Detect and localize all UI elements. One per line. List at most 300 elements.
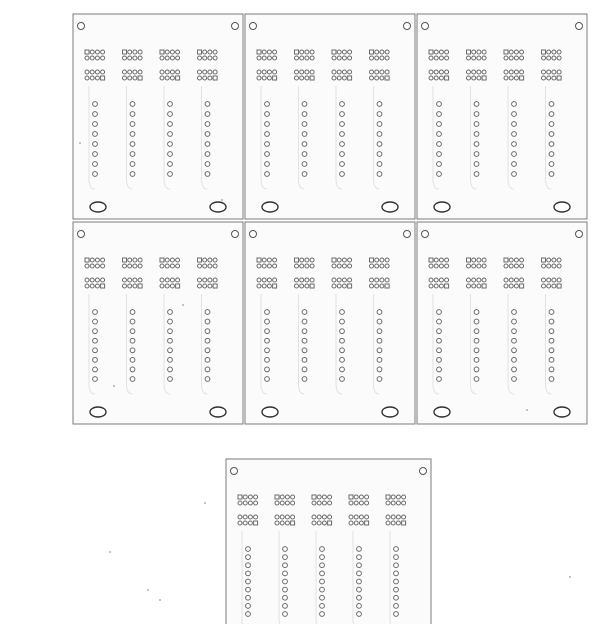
solder-pad bbox=[547, 50, 551, 54]
solder-pad bbox=[477, 56, 481, 60]
through-hole bbox=[265, 172, 270, 177]
solder-pad bbox=[262, 284, 266, 288]
solder-pad bbox=[396, 515, 400, 519]
through-hole bbox=[512, 132, 517, 137]
solder-pad bbox=[380, 56, 384, 60]
solder-pad bbox=[160, 278, 164, 282]
through-hole bbox=[437, 112, 442, 117]
solder-pad bbox=[482, 70, 486, 74]
through-hole bbox=[320, 603, 325, 608]
through-hole bbox=[394, 595, 399, 600]
solder-pad bbox=[552, 56, 556, 60]
square-pad bbox=[213, 284, 217, 288]
solder-pad bbox=[322, 515, 326, 519]
solder-pad bbox=[380, 50, 384, 54]
solder-pad bbox=[348, 50, 352, 54]
through-hole bbox=[265, 152, 270, 157]
solder-pad bbox=[445, 50, 449, 54]
through-hole bbox=[302, 142, 307, 147]
solder-pad bbox=[273, 264, 277, 268]
pcb-panel-4 bbox=[73, 222, 243, 424]
through-hole bbox=[205, 310, 210, 315]
square-pad bbox=[101, 284, 105, 288]
through-hole bbox=[357, 547, 362, 552]
through-hole bbox=[302, 338, 307, 343]
solder-pad bbox=[138, 264, 142, 268]
through-hole bbox=[302, 122, 307, 127]
square-pad bbox=[176, 284, 180, 288]
square-pad bbox=[138, 284, 142, 288]
through-hole bbox=[130, 142, 135, 147]
square-pad bbox=[429, 258, 433, 262]
solder-pad bbox=[467, 70, 471, 74]
solder-pad bbox=[176, 258, 180, 262]
through-hole bbox=[512, 142, 517, 147]
solder-pad bbox=[203, 284, 207, 288]
solder-pad bbox=[509, 264, 513, 268]
through-hole bbox=[130, 367, 135, 372]
solder-pad bbox=[198, 76, 202, 80]
fiducial-mark bbox=[422, 23, 429, 30]
fiducial-mark bbox=[404, 231, 411, 238]
through-hole bbox=[549, 348, 554, 353]
solder-pad bbox=[370, 264, 374, 268]
solder-pad bbox=[257, 264, 261, 268]
solder-pad bbox=[128, 284, 132, 288]
solder-pad bbox=[509, 284, 513, 288]
fiducial-mark bbox=[250, 231, 257, 238]
panel-outline bbox=[73, 14, 243, 219]
solder-pad bbox=[477, 278, 481, 282]
square-pad bbox=[273, 76, 277, 80]
solder-pad bbox=[391, 501, 395, 505]
through-hole bbox=[283, 555, 288, 560]
through-hole bbox=[130, 319, 135, 324]
through-hole bbox=[512, 357, 517, 362]
through-hole bbox=[437, 102, 442, 107]
through-hole bbox=[340, 367, 345, 372]
solder-pad bbox=[467, 278, 471, 282]
solder-pad bbox=[198, 56, 202, 60]
through-hole bbox=[357, 603, 362, 608]
solder-pad bbox=[380, 70, 384, 74]
solder-pad bbox=[322, 501, 326, 505]
solder-pad bbox=[391, 521, 395, 525]
dust-speck bbox=[79, 142, 81, 144]
pcb-panel-6 bbox=[417, 222, 587, 424]
solder-pad bbox=[305, 278, 309, 282]
through-hole bbox=[549, 132, 554, 137]
through-hole bbox=[377, 112, 382, 117]
through-hole bbox=[394, 563, 399, 568]
solder-pad bbox=[467, 264, 471, 268]
solder-pad bbox=[375, 258, 379, 262]
through-hole bbox=[340, 142, 345, 147]
through-hole bbox=[357, 612, 362, 617]
solder-pad bbox=[273, 56, 277, 60]
solder-pad bbox=[342, 284, 346, 288]
solder-pad bbox=[429, 264, 433, 268]
fiducial-mark bbox=[420, 468, 427, 475]
solder-pad bbox=[95, 56, 99, 60]
through-hole bbox=[265, 319, 270, 324]
solder-pad bbox=[285, 521, 289, 525]
solder-pad bbox=[542, 76, 546, 80]
solder-pad bbox=[85, 264, 89, 268]
square-pad bbox=[257, 258, 261, 262]
solder-pad bbox=[310, 56, 314, 60]
through-hole bbox=[474, 102, 479, 107]
solder-pad bbox=[337, 258, 341, 262]
solder-pad bbox=[305, 76, 309, 80]
solder-pad bbox=[238, 501, 242, 505]
solder-pad bbox=[300, 278, 304, 282]
solder-pad bbox=[95, 50, 99, 54]
solder-pad bbox=[95, 70, 99, 74]
through-hole bbox=[377, 338, 382, 343]
through-hole bbox=[437, 377, 442, 382]
through-hole bbox=[377, 122, 382, 127]
solder-pad bbox=[482, 278, 486, 282]
solder-pad bbox=[90, 50, 94, 54]
square-pad bbox=[85, 50, 89, 54]
through-hole bbox=[340, 132, 345, 137]
through-hole bbox=[437, 357, 442, 362]
solder-pad bbox=[123, 70, 127, 74]
solder-pad bbox=[90, 258, 94, 262]
solder-pad bbox=[101, 264, 105, 268]
through-hole bbox=[302, 102, 307, 107]
solder-pad bbox=[472, 278, 476, 282]
solder-pad bbox=[257, 278, 261, 282]
solder-pad bbox=[542, 56, 546, 60]
solder-pad bbox=[295, 76, 299, 80]
through-hole bbox=[93, 338, 98, 343]
through-hole bbox=[437, 162, 442, 167]
through-hole bbox=[93, 310, 98, 315]
mounting-slot bbox=[554, 407, 570, 417]
through-hole bbox=[246, 547, 251, 552]
through-hole bbox=[130, 348, 135, 353]
solder-pad bbox=[208, 56, 212, 60]
solder-pad bbox=[203, 264, 207, 268]
through-hole bbox=[549, 102, 554, 107]
through-hole bbox=[130, 310, 135, 315]
square-pad bbox=[429, 50, 433, 54]
solder-pad bbox=[552, 258, 556, 262]
solder-pad bbox=[429, 76, 433, 80]
through-hole bbox=[205, 152, 210, 157]
solder-pad bbox=[213, 258, 217, 262]
solder-pad bbox=[243, 521, 247, 525]
solder-pad bbox=[254, 515, 258, 519]
solder-pad bbox=[552, 50, 556, 54]
mounting-slot bbox=[434, 407, 450, 417]
through-hole bbox=[512, 112, 517, 117]
through-hole bbox=[205, 172, 210, 177]
solder-pad bbox=[198, 70, 202, 74]
through-hole bbox=[302, 310, 307, 315]
through-hole bbox=[265, 348, 270, 353]
through-hole bbox=[168, 112, 173, 117]
through-hole bbox=[377, 348, 382, 353]
solder-pad bbox=[254, 495, 258, 499]
solder-pad bbox=[243, 501, 247, 505]
solder-pad bbox=[128, 56, 132, 60]
solder-pad bbox=[342, 70, 346, 74]
solder-pad bbox=[375, 284, 379, 288]
solder-pad bbox=[203, 278, 207, 282]
through-hole bbox=[93, 122, 98, 127]
solder-pad bbox=[170, 284, 174, 288]
mounting-slot bbox=[210, 407, 226, 417]
solder-pad bbox=[520, 70, 524, 74]
through-hole bbox=[93, 357, 98, 362]
solder-pad bbox=[375, 56, 379, 60]
through-hole bbox=[205, 132, 210, 137]
fiducial-mark bbox=[78, 231, 85, 238]
through-hole bbox=[357, 571, 362, 576]
square-pad bbox=[385, 76, 389, 80]
solder-pad bbox=[520, 56, 524, 60]
through-hole bbox=[283, 603, 288, 608]
through-hole bbox=[340, 162, 345, 167]
square-pad bbox=[482, 284, 486, 288]
solder-pad bbox=[472, 284, 476, 288]
fiducial-mark bbox=[231, 468, 238, 475]
through-hole bbox=[265, 338, 270, 343]
through-hole bbox=[246, 571, 251, 576]
through-hole bbox=[549, 329, 554, 334]
solder-pad bbox=[557, 70, 561, 74]
through-hole bbox=[320, 555, 325, 560]
solder-pad bbox=[203, 70, 207, 74]
solder-pad bbox=[310, 264, 314, 268]
square-pad bbox=[504, 50, 508, 54]
solder-pad bbox=[90, 278, 94, 282]
solder-pad bbox=[477, 264, 481, 268]
solder-pad bbox=[557, 264, 561, 268]
solder-pad bbox=[95, 76, 99, 80]
solder-pad bbox=[160, 76, 164, 80]
solder-pad bbox=[391, 515, 395, 519]
through-hole bbox=[130, 377, 135, 382]
solder-pad bbox=[509, 278, 513, 282]
solder-pad bbox=[477, 284, 481, 288]
solder-pad bbox=[342, 264, 346, 268]
through-hole bbox=[340, 112, 345, 117]
solder-pad bbox=[267, 56, 271, 60]
solder-pad bbox=[520, 264, 524, 268]
through-hole bbox=[168, 172, 173, 177]
solder-pad bbox=[90, 284, 94, 288]
solder-pad bbox=[176, 50, 180, 54]
solder-pad bbox=[165, 284, 169, 288]
solder-pad bbox=[165, 56, 169, 60]
solder-pad bbox=[275, 521, 279, 525]
through-hole bbox=[512, 367, 517, 372]
solder-pad bbox=[439, 56, 443, 60]
through-hole bbox=[205, 319, 210, 324]
through-hole bbox=[205, 142, 210, 147]
through-hole bbox=[394, 603, 399, 608]
solder-pad bbox=[257, 76, 261, 80]
through-hole bbox=[437, 132, 442, 137]
solder-pad bbox=[434, 56, 438, 60]
through-hole bbox=[437, 329, 442, 334]
solder-pad bbox=[477, 258, 481, 262]
solder-pad bbox=[262, 258, 266, 262]
through-hole bbox=[320, 571, 325, 576]
solder-pad bbox=[138, 70, 142, 74]
fiducial-mark bbox=[576, 23, 583, 30]
through-hole bbox=[130, 112, 135, 117]
through-hole bbox=[474, 142, 479, 147]
solder-pad bbox=[170, 264, 174, 268]
solder-pad bbox=[170, 278, 174, 282]
solder-pad bbox=[133, 278, 137, 282]
solder-pad bbox=[472, 76, 476, 80]
solder-pad bbox=[267, 278, 271, 282]
square-pad bbox=[370, 50, 374, 54]
through-hole bbox=[437, 172, 442, 177]
square-pad bbox=[123, 50, 127, 54]
through-hole bbox=[474, 319, 479, 324]
solder-pad bbox=[138, 278, 142, 282]
through-hole bbox=[265, 112, 270, 117]
solder-pad bbox=[337, 50, 341, 54]
square-pad bbox=[176, 76, 180, 80]
pcb-panel-group bbox=[73, 14, 587, 624]
through-hole bbox=[377, 310, 382, 315]
square-pad bbox=[445, 76, 449, 80]
solder-pad bbox=[133, 70, 137, 74]
square-pad bbox=[386, 495, 390, 499]
through-hole bbox=[474, 112, 479, 117]
through-hole bbox=[474, 357, 479, 362]
solder-pad bbox=[95, 278, 99, 282]
through-hole bbox=[512, 338, 517, 343]
dust-speck bbox=[221, 199, 223, 201]
solder-pad bbox=[402, 495, 406, 499]
solder-pad bbox=[445, 258, 449, 262]
solder-pad bbox=[300, 76, 304, 80]
through-hole bbox=[512, 377, 517, 382]
through-hole bbox=[340, 348, 345, 353]
solder-pad bbox=[429, 284, 433, 288]
solder-pad bbox=[273, 278, 277, 282]
through-hole bbox=[320, 587, 325, 592]
fiducial-mark bbox=[422, 231, 429, 238]
square-pad bbox=[123, 258, 127, 262]
solder-pad bbox=[332, 284, 336, 288]
through-hole bbox=[394, 555, 399, 560]
solder-pad bbox=[310, 50, 314, 54]
solder-pad bbox=[238, 521, 242, 525]
through-hole bbox=[437, 367, 442, 372]
solder-pad bbox=[300, 284, 304, 288]
solder-pad bbox=[434, 258, 438, 262]
solder-pad bbox=[542, 264, 546, 268]
panel-outline bbox=[226, 459, 431, 624]
square-pad bbox=[332, 50, 336, 54]
solder-pad bbox=[547, 76, 551, 80]
through-hole bbox=[474, 377, 479, 382]
solder-pad bbox=[213, 264, 217, 268]
through-hole bbox=[283, 571, 288, 576]
through-hole bbox=[130, 172, 135, 177]
through-hole bbox=[549, 142, 554, 147]
solder-pad bbox=[291, 515, 295, 519]
solder-pad bbox=[439, 258, 443, 262]
solder-pad bbox=[208, 284, 212, 288]
solder-pad bbox=[482, 50, 486, 54]
solder-pad bbox=[402, 501, 406, 505]
through-hole bbox=[205, 102, 210, 107]
solder-pad bbox=[375, 278, 379, 282]
solder-pad bbox=[504, 278, 508, 282]
solder-pad bbox=[170, 70, 174, 74]
through-hole bbox=[549, 112, 554, 117]
solder-pad bbox=[348, 56, 352, 60]
through-hole bbox=[474, 162, 479, 167]
through-hole bbox=[130, 338, 135, 343]
solder-pad bbox=[312, 521, 316, 525]
square-pad bbox=[310, 284, 314, 288]
solder-pad bbox=[342, 50, 346, 54]
solder-pad bbox=[267, 76, 271, 80]
solder-pad bbox=[198, 284, 202, 288]
solder-pad bbox=[337, 70, 341, 74]
solder-pad bbox=[439, 278, 443, 282]
square-pad bbox=[295, 258, 299, 262]
solder-pad bbox=[310, 258, 314, 262]
through-hole bbox=[246, 603, 251, 608]
through-hole bbox=[205, 338, 210, 343]
square-pad bbox=[467, 50, 471, 54]
solder-pad bbox=[472, 50, 476, 54]
through-hole bbox=[246, 579, 251, 584]
solder-pad bbox=[547, 284, 551, 288]
solder-pad bbox=[101, 56, 105, 60]
square-pad bbox=[254, 521, 258, 525]
through-hole bbox=[474, 132, 479, 137]
solder-pad bbox=[208, 76, 212, 80]
solder-pad bbox=[176, 56, 180, 60]
through-hole bbox=[437, 348, 442, 353]
solder-pad bbox=[349, 521, 353, 525]
solder-pad bbox=[349, 501, 353, 505]
solder-pad bbox=[273, 50, 277, 54]
solder-pad bbox=[101, 278, 105, 282]
mounting-slot bbox=[90, 202, 106, 212]
through-hole bbox=[265, 132, 270, 137]
square-pad bbox=[482, 76, 486, 80]
solder-pad bbox=[547, 264, 551, 268]
square-pad bbox=[101, 76, 105, 80]
solder-pad bbox=[213, 50, 217, 54]
solder-pad bbox=[101, 70, 105, 74]
solder-pad bbox=[370, 284, 374, 288]
solder-pad bbox=[267, 264, 271, 268]
solder-pad bbox=[295, 264, 299, 268]
through-hole bbox=[168, 162, 173, 167]
solder-pad bbox=[477, 70, 481, 74]
solder-pad bbox=[285, 501, 289, 505]
solder-pad bbox=[176, 70, 180, 74]
solder-pad bbox=[370, 70, 374, 74]
solder-pad bbox=[337, 264, 341, 268]
